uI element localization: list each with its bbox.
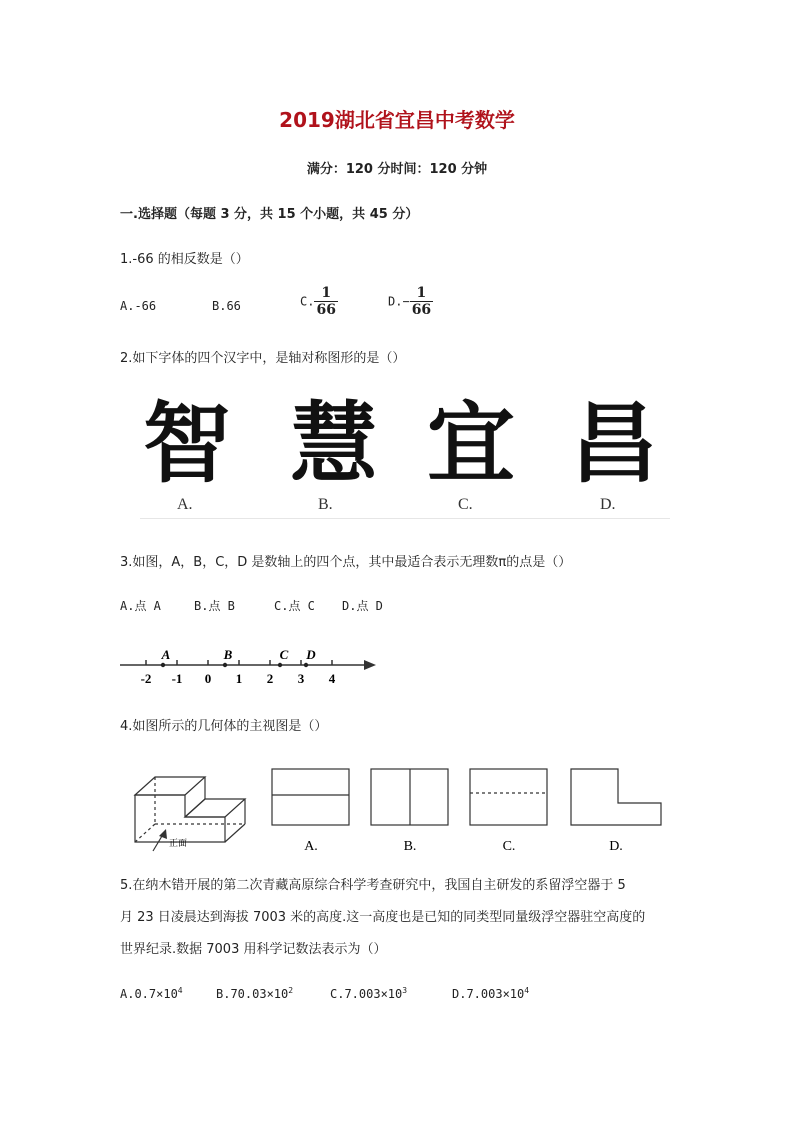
- tick-label: 0: [204, 671, 212, 686]
- q5-option-d-base: D.7.003×10: [452, 987, 525, 1001]
- question-4-text: 4.如图所示的几何体的主视图是（）: [120, 719, 328, 734]
- char-label-c: C.: [458, 496, 473, 513]
- point-d-label: D: [306, 647, 316, 662]
- fraction-numerator: 1: [410, 285, 433, 302]
- page-title: 2019湖北省宜昌中考数学: [279, 108, 515, 132]
- view-options: [272, 769, 661, 825]
- tick-label: 2: [266, 671, 274, 686]
- fraction-numerator: 1: [314, 285, 337, 302]
- front-label: 正面: [169, 838, 188, 848]
- q5-option-a-base: A.0.7×10: [120, 987, 178, 1001]
- question-2-text: 2.如下字体的四个汉字中，是轴对称图形的是（）: [120, 351, 406, 366]
- solid-3d-view: [135, 777, 245, 851]
- q3-option-a: A.点 A: [120, 599, 161, 613]
- point-c-label: C: [279, 647, 289, 662]
- q5-option-a: [120, 986, 183, 1001]
- q3-option-d: D.点 D: [342, 599, 383, 613]
- tick-label: 3: [297, 671, 305, 686]
- view-arrow-head: [159, 829, 167, 839]
- view-label-b: B.: [403, 839, 417, 854]
- q1-option-c-fraction: [314, 285, 337, 318]
- point-a: [161, 663, 165, 667]
- char-option-c: 宜: [427, 392, 516, 495]
- q1-option-d: [388, 285, 433, 318]
- q5-option-b-exp: 2: [288, 986, 294, 995]
- char-label-a: A.: [177, 496, 193, 513]
- question-5-line-1: 5.在纳木错开展的第二次青藏高原综合科学考查研究中，我国自主研发的系留浮空器于 5: [120, 878, 626, 893]
- q5-option-d: [452, 986, 529, 1001]
- view-option-a: [272, 769, 349, 825]
- figure-divider: [140, 518, 670, 519]
- point-a-label: A: [161, 647, 171, 662]
- view-option-d: [571, 769, 661, 825]
- point-c: [278, 663, 282, 667]
- view-label-a: A.: [304, 839, 318, 854]
- tick-label: 4: [328, 671, 336, 686]
- q1-option-c: [300, 285, 338, 318]
- question-1-text: 1.-66 的相反数是（）: [120, 252, 249, 267]
- q5-option-c-base: C.7.003×10: [330, 987, 403, 1001]
- char-option-b: 慧: [290, 392, 379, 495]
- fraction-denominator: 66: [411, 302, 432, 319]
- q3-option-c: C.点 C: [274, 599, 315, 613]
- tick-label: -2: [140, 671, 152, 686]
- solid-step-face: [185, 799, 245, 817]
- question-3-text: 3.如图，A，B，C，D 是数轴上的四个点，其中最适合表示无理数π的点是（）: [120, 555, 572, 570]
- q5-option-c-exp: 3: [402, 986, 408, 995]
- solid-edge: [225, 824, 245, 842]
- tick-label: -1: [171, 671, 183, 686]
- q5-option-b-base: B.70.03×10: [216, 987, 289, 1001]
- point-d: [304, 663, 308, 667]
- q5-option-a-exp: 4: [177, 986, 183, 995]
- char-option-d: 昌: [570, 392, 659, 495]
- q1-option-d-label: D.−: [388, 294, 410, 309]
- q1-option-a: A.-66: [120, 299, 157, 313]
- solid-top-face: [135, 777, 205, 795]
- view-label-d: D.: [609, 839, 623, 854]
- view-option-c: [470, 769, 547, 825]
- char-option-a: 智: [143, 392, 232, 495]
- char-label-d: D.: [600, 496, 616, 513]
- fraction-denominator: 66: [316, 302, 336, 319]
- question-5-line-2: 月 23 日凌晨达到海拔 7003 米的高度.这一高度也是已知的同类型同量级浮空器驻空高度的: [120, 910, 646, 925]
- exam-info: 满分：120 分时间：120 分钟: [306, 162, 488, 177]
- geometry-figure: [125, 755, 675, 855]
- point-b-label: B: [223, 647, 233, 662]
- section-heading: 一.选择题（每题 3 分，共 15 个小题，共 45 分）: [120, 207, 419, 222]
- number-line-arrow: [364, 660, 376, 670]
- q5-option-d-exp: 4: [524, 986, 530, 995]
- q1-option-c-label: C.: [300, 294, 315, 309]
- view-label-c: C.: [502, 839, 516, 854]
- hidden-edge: [135, 824, 155, 842]
- char-label-b: B.: [318, 496, 333, 513]
- point-b: [223, 663, 227, 667]
- q5-option-b: [216, 986, 293, 1001]
- q5-option-c: [330, 986, 407, 1001]
- q1-option-b: B.66: [212, 299, 241, 313]
- q3-option-b: B.点 B: [194, 599, 235, 613]
- tick-label: 1: [235, 671, 243, 686]
- solid-front-face: [135, 795, 225, 842]
- question-5-line-3: 世界纪录.数据 7003 用科学记数法表示为（）: [120, 942, 387, 957]
- q1-option-d-fraction: [410, 285, 433, 318]
- number-line-figure: [118, 640, 380, 690]
